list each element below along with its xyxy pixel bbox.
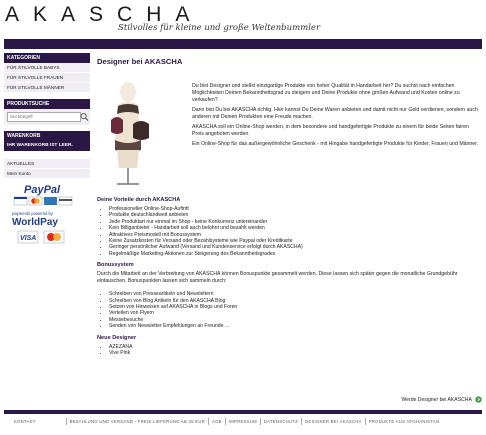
bonus-heading: Bonussystem	[97, 262, 134, 269]
product-mannequin-image	[97, 80, 159, 188]
list-item: • Setzen von Hinweisen auf AKASCHA in Blogs und Foren	[109, 304, 482, 310]
footer-link-designer[interactable]: DESIGNER BEI AKASCHA	[305, 418, 362, 424]
footer-separator	[260, 418, 261, 425]
footer-separator	[365, 418, 366, 425]
worldpay-logo: WorldPay	[12, 217, 58, 228]
list-item: • Professioneller Online-Shop-Auftritt	[109, 206, 482, 212]
category-frauen[interactable]: FÜR STILVOLLE FRAUEN	[4, 73, 90, 83]
footer-separator	[225, 418, 226, 425]
bank-card-band	[59, 199, 72, 201]
footer-nav	[4, 417, 482, 425]
list-item: • Verteilen von Flyern	[109, 310, 482, 316]
list-item: • Schreiben von Presseartikeln und Newslettern	[109, 291, 482, 297]
cta-link[interactable]: Werde Designer bei AKASCHA	[401, 396, 472, 403]
search-heading: PRODUKTSUCHE	[4, 99, 90, 109]
mastercard-logo-yellow	[53, 233, 61, 241]
search-input[interactable]	[7, 112, 81, 122]
arrow-right-icon[interactable]	[475, 396, 482, 403]
intro-text	[192, 83, 482, 151]
new-designers-list	[97, 344, 482, 357]
mastercard-yellow	[34, 198, 40, 204]
main-content	[97, 57, 482, 362]
intro-section	[97, 72, 482, 197]
payment-logos	[4, 183, 90, 249]
list-item: • Geringer persönlicher Aufwand (Versand und Kundenservice erfolgt durch AKASCHA)	[109, 244, 482, 250]
footer-separator	[208, 418, 209, 425]
list-item: • Produkte deutschlandweit anbieten	[109, 212, 482, 218]
visa-logo: VISA	[20, 235, 37, 242]
footer-link-datenschutz[interactable]: DATENSCHUTZ	[263, 418, 299, 424]
intro-paragraph: Du bist Designer und stellst einzigartige Produkte von hoher Qualität in Handarbeit her? Du suchst nach einfachen Möglichkeiten Deinen Bekanntheitsgrad zu steigern und Deine Produkte ohne großen Aufwand und Kosten online zu verkaufen?	[192, 83, 460, 103]
link-mein-konto[interactable]: Mein Konto	[4, 169, 90, 179]
list-item: • Attraktives Preismodell mit Bonussystem	[109, 232, 482, 238]
intro-paragraph: AKASCHA soll ein Online-Shop werden, in dem besondere und handgefertigte Produkte zu einem für beide Seiten fairen Preis angeboten werden.	[192, 124, 469, 137]
list-item: • Kein Billiganbieter - Handarbeit soll auch belohnt und bezahlt werden	[109, 225, 482, 231]
payment-powered-label: payments powered by	[12, 211, 53, 216]
cart-empty-text: IHR WARENKORB IST LEER.	[4, 141, 90, 151]
list-item: • Jede Produktart nur einmal im Shop - keine Konkurrenz untereinander	[109, 219, 482, 225]
list-item: • Keine Zusatzkosten für Versand oder Bezahlsysteme wie Paypal oder Kreditkarte	[109, 238, 482, 244]
cta-link-row	[401, 396, 482, 403]
logo[interactable]: AKASCHA	[5, 3, 204, 26]
sidebar	[4, 53, 90, 251]
spacer	[4, 151, 90, 159]
category-maenner[interactable]: FÜR STILVOLLE MÄNNER	[4, 83, 90, 93]
categories-heading: KATEGORIEN	[4, 53, 90, 63]
bonus-text: Durch die Mitarbeit an der Verbreitung von AKASCHA können Bonuspunkte gesammelt werden. Diese lassen sich später gegen die monatliche Grundgebühr eintauschen. Bonuspunkten lassen sich sammeln durch:	[97, 271, 458, 285]
visa-card-band	[14, 197, 27, 199]
category-babys[interactable]: FÜR STILVOLLE BABYS	[4, 63, 90, 73]
footer-separator	[301, 418, 302, 425]
new-designers-heading: Neue Designer	[97, 334, 137, 341]
advantages-heading: Deine Vorteile durch AKASCHA	[97, 197, 181, 203]
footer-separator	[66, 418, 67, 425]
bonus-list	[97, 291, 482, 329]
intro-paragraph: Ein Online-Shop für das außergewöhnliche Geschenk - mit Hingabe handgefertigte Produkte für Kinder, Frauen und Männer.	[192, 141, 479, 147]
advantages-list	[97, 206, 482, 257]
link-aktuelles[interactable]: AKTUELLES	[4, 159, 90, 169]
footer-bar	[4, 410, 482, 414]
page-title: Designer bei AKASCHA	[97, 57, 183, 66]
list-item: • Senden von Newsletter Empfehlungen an Freunde ...	[109, 323, 482, 329]
amex-card-icon	[44, 197, 57, 205]
tagline: Stilvolles für kleine und große Weltenbummler	[118, 23, 321, 33]
designer-link[interactable]: • AZEZANA	[109, 344, 482, 350]
top-nav-bar	[4, 39, 482, 49]
search-icon[interactable]	[80, 112, 89, 122]
paypal-logo: PayPal	[24, 184, 61, 196]
list-item: • Regelmäßige Marketing-Aktionen zur Steigerung des Bekanntheitsgrades	[109, 251, 482, 257]
search-row	[4, 109, 90, 125]
footer-link-impressum[interactable]: IMPRESSUM	[228, 418, 257, 424]
cart-heading[interactable]: WARENKORB	[4, 131, 90, 141]
footer-link-afghanistan[interactable]: PRODUKTE AUS AFGHANISTAN	[368, 418, 440, 424]
footer-link-agb[interactable]: AGB	[212, 418, 222, 424]
designer-link[interactable]: • Vive Pink	[109, 350, 482, 356]
list-item: • Messebesuche	[109, 317, 482, 323]
intro-paragraph: Dann bist Du bei AKASCHA richtig. Hier kannst Du Deine Waren anbieten und damit nicht nur Geld verdienen, sondern auch anderen mit Deinen Produkten eine Freude machen.	[192, 107, 478, 120]
footer-link-kontakt[interactable]: KONTAKT	[14, 418, 36, 424]
footer-link-versand[interactable]: BEZAHLUNG UND VERSAND - FREIE LIEFERUNG AB 25 EUR	[69, 418, 206, 424]
list-item: • Schreiben von Blog Artikeln für den AKASCHA Blog	[109, 298, 482, 304]
